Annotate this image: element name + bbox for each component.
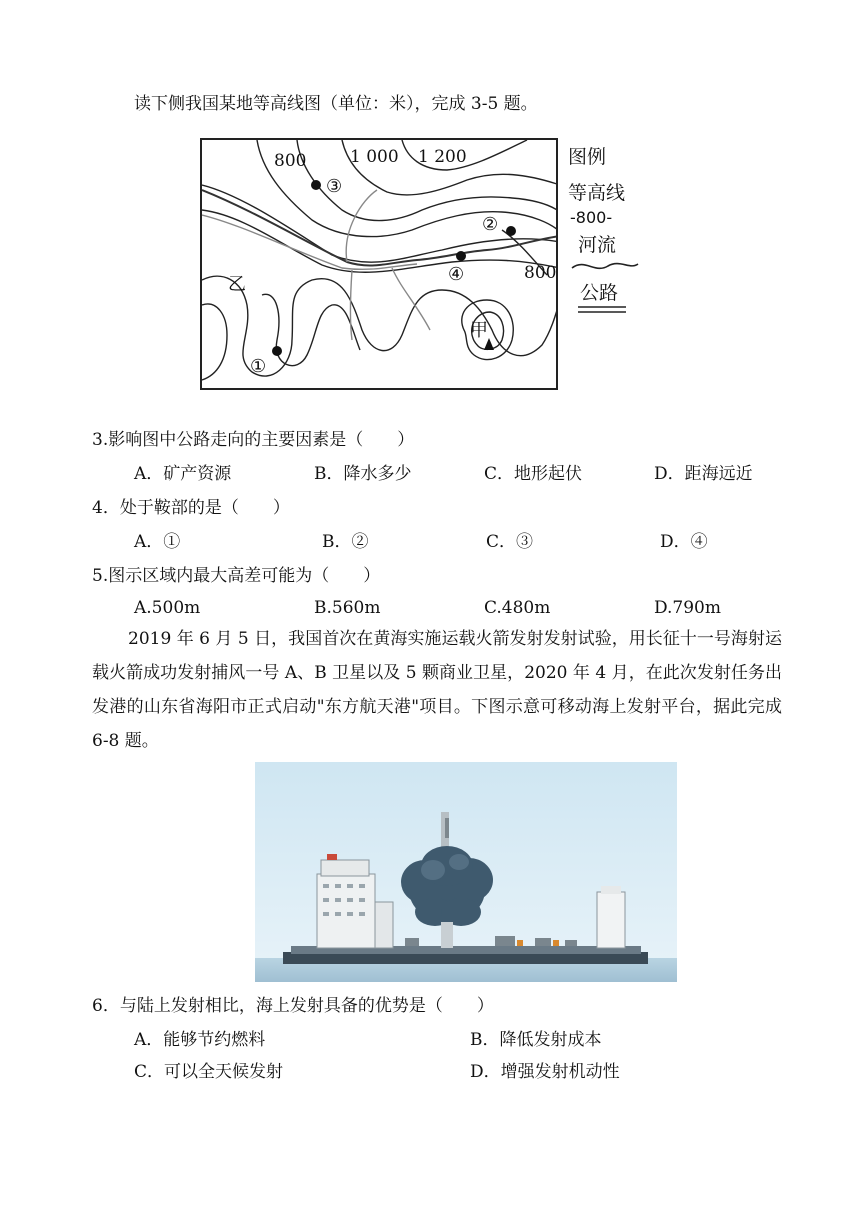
point-1-dot: [272, 346, 282, 356]
question-3-stem: 3.影响图中公路走向的主要因素是（ ）: [92, 430, 415, 450]
question-6-option-c: C．可以全天候发射: [134, 1062, 284, 1082]
map-legend: [562, 138, 642, 338]
legend-contour: 等高线: [568, 182, 626, 204]
question-5-option-c: C.480m: [484, 598, 551, 618]
question-4-option-c: C．③: [486, 532, 534, 552]
intro-q6-8: 2019 年 6 月 5 日，我国首次在黄海实施运载火箭发射发射试验，用长征十一号海射运载火箭成功发射捕风一号 A、B 卫星以及 5 颗商业卫星，2020 年 4 月，在此次发射任务出发港的山东省海阳市正式启动"东方航天港"项目。下图示意可移动海上发射平台，据此完成 6-8 题。: [92, 629, 782, 751]
point-1-label: ①: [250, 356, 267, 377]
question-6-option-d: D．增强发射机动性: [470, 1062, 620, 1082]
contour-label-800-top: 800: [274, 151, 307, 171]
point-4-dot: [456, 251, 466, 261]
contour-label-800-right: 800: [524, 263, 557, 283]
contour-label-1000: 1 000: [350, 147, 399, 167]
sea-launch-platform-image: [255, 762, 677, 982]
question-5-stem: 5.图示区域内最大高差可能为（ ）: [92, 566, 381, 586]
point-3-dot: [311, 180, 321, 190]
question-5-option-d: D.790m: [654, 598, 721, 618]
question-5-option-a: A.500m: [134, 598, 201, 618]
point-2-label: ②: [482, 214, 499, 235]
river-sample-icon: [570, 256, 640, 276]
point-4-label: ④: [448, 264, 465, 285]
question-6-option-a: A．能够节约燃料: [134, 1030, 266, 1050]
question-4-option-d: D．④: [660, 532, 708, 552]
point-2-dot: [506, 226, 516, 236]
place-label-jia: 甲: [470, 320, 488, 341]
intro-q3-5: 读下侧我国某地等高线图（单位：米），完成 3-5 题。: [134, 94, 538, 114]
question-6-option-b: B．降低发射成本: [470, 1030, 602, 1050]
legend-title: 图例: [568, 146, 607, 168]
question-3-option-d: D．距海远近: [654, 464, 753, 484]
question-3-option-a: A．矿产资源: [134, 464, 232, 484]
question-4-stem: 4．处于鞍部的是（ ）: [92, 498, 290, 518]
legend-river: 河流: [578, 234, 617, 256]
legend-contour-sample: -800-: [570, 208, 613, 227]
question-3-option-b: B．降水多少: [314, 464, 412, 484]
contour-map: [200, 138, 558, 390]
legend-road: 公路: [580, 282, 619, 304]
question-4-option-b: B．②: [322, 532, 369, 552]
point-3-label: ③: [326, 176, 343, 197]
sea-launch-platform-photo: [255, 762, 677, 982]
question-5-option-b: B.560m: [314, 598, 381, 618]
contour-label-1200: 1 200: [418, 147, 467, 167]
question-6-stem: 6．与陆上发射相比，海上发射具备的优势是（ ）: [92, 996, 494, 1016]
place-label-yi: 乙: [228, 274, 246, 295]
question-3-option-c: C．地形起伏: [484, 464, 583, 484]
contour-map-drawing: [202, 140, 558, 390]
question-4-option-a: A．①: [134, 532, 181, 552]
road-sample-icon: [578, 304, 628, 316]
